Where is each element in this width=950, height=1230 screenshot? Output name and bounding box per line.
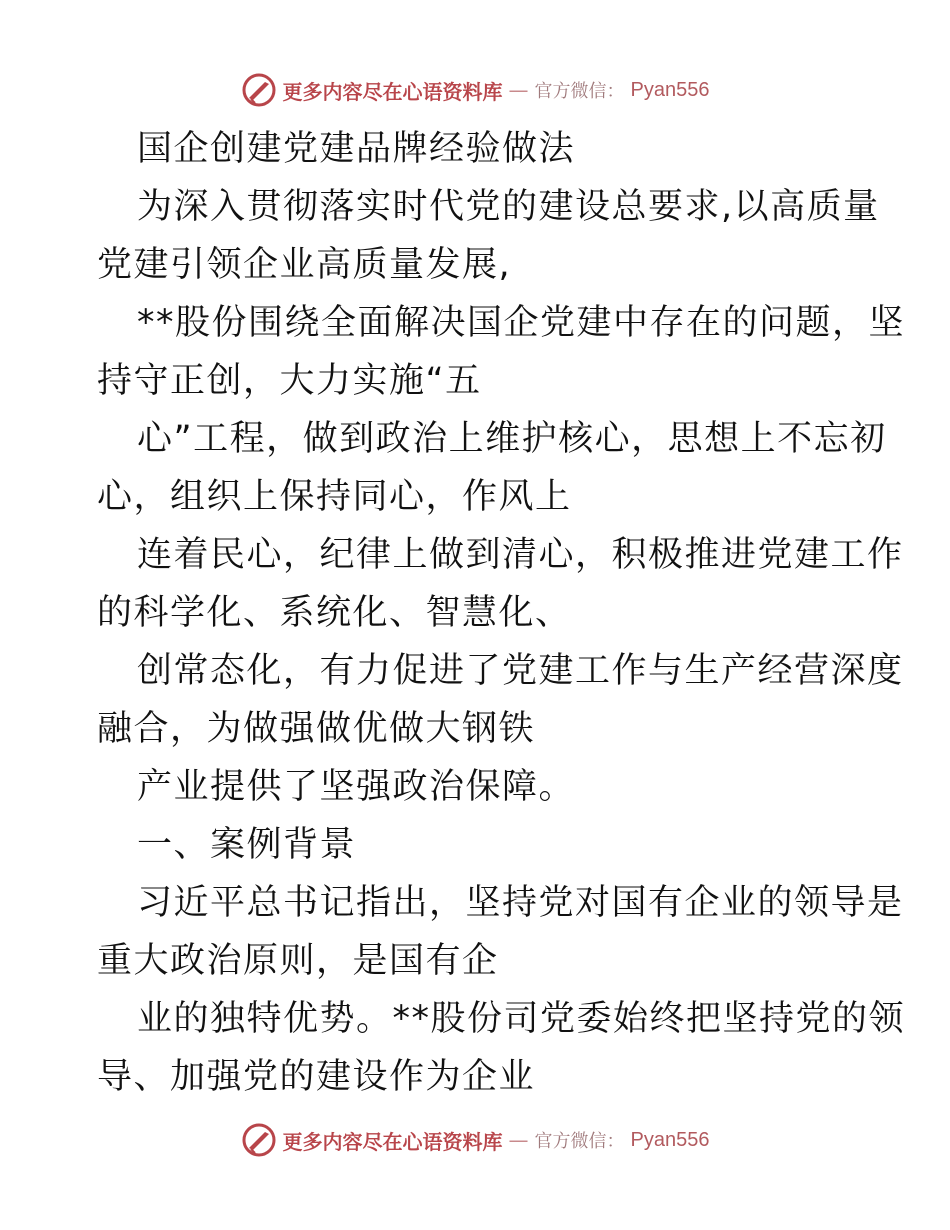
banner-wechat-handle: Pyan556 <box>630 78 710 101</box>
banner-site-text: 更多内容尽在心语资料库 <box>282 1129 503 1154</box>
banner-wechat-label: 官方微信： <box>534 1131 625 1152</box>
paragraph-line: 为深入贯彻落实时代党的建设总要求,以高质量 <box>137 187 880 227</box>
banner-dash: — <box>508 78 529 102</box>
paragraph-line: 持守正创，大力实施“五 <box>97 361 482 401</box>
paragraph-line: 创常态化，有力促进了党建工作与生产经营深度 <box>137 651 904 691</box>
paragraph-line: 重大政治原则，是国有企 <box>97 941 499 981</box>
banner-wechat-handle: Pyan556 <box>630 1128 710 1151</box>
paragraph-line: 心”工程，做到政治上维护核心，思想上不忘初 <box>137 419 887 459</box>
paragraph-line: 导、加强党的建设作为企业 <box>97 1057 536 1097</box>
document-title: 国企创建党建品牌经验做法 <box>137 129 576 169</box>
paragraph-line: 心，组织上保持同心，作风上 <box>97 477 572 517</box>
banner-dash: — <box>508 1128 529 1152</box>
header-watermark-banner <box>0 70 950 110</box>
paragraph-line: 党建引领企业高质量发展, <box>97 245 512 285</box>
paragraph-line: 融合，为做强做优做大钢铁 <box>97 709 536 749</box>
paragraph-line: 业的独特优势。**股份司党委始终把坚持党的领 <box>137 999 906 1039</box>
quill-pen-logo-icon <box>241 1122 277 1158</box>
paragraph-line: 习近平总书记指出，坚持党对国有企业的领导是 <box>137 883 904 923</box>
section-heading: 一、案例背景 <box>137 825 357 865</box>
banner-wechat-label: 官方微信： <box>534 81 625 102</box>
paragraph-line: 产业提供了坚强政治保障。 <box>137 767 576 807</box>
paragraph-line: 的科学化、系统化、智慧化、 <box>97 593 572 633</box>
quill-pen-logo-icon <box>241 72 277 108</box>
paragraph-line: **股份围绕全面解决国企党建中存在的问题，坚 <box>137 303 906 343</box>
paragraph-line: 连着民心，纪律上做到清心，积极推进党建工作 <box>137 535 904 575</box>
document-body <box>97 120 906 1106</box>
footer-watermark-banner <box>0 1120 950 1160</box>
banner-site-text: 更多内容尽在心语资料库 <box>282 79 503 104</box>
